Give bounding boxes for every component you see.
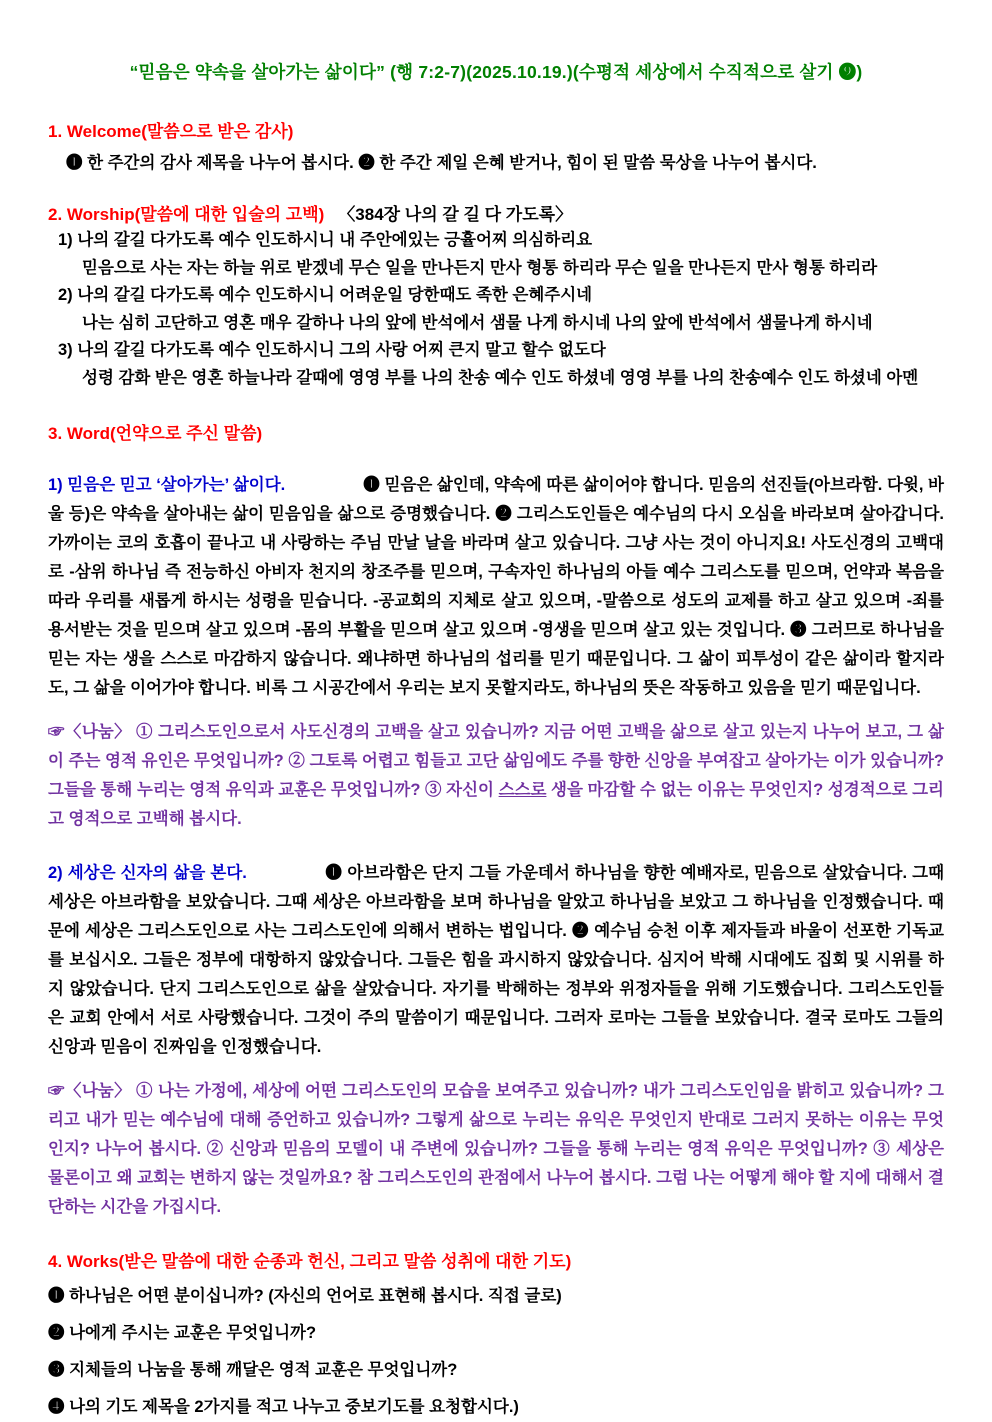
sharing-questions-1 (48, 718, 944, 834)
page-title: “믿음은 약속을 살아가는 삶이다” (행 7:2-7)(2025.10.19.)(수평적 세상에서 수직적으로 살기 ❾) (129, 62, 863, 82)
hymn-verse-3-line-2: 성령 감화 받은 영혼 하늘나라 갈때에 영영 부를 나의 찬송 예수 인도 하셨네 영영 부를 나의 찬송예수 인도 하셨네 아멘 (82, 368, 919, 387)
hymn-reference: 〈384장 나의 갈 길 다 가도록〉 (338, 205, 573, 224)
works-item-4: ❹ 나의 기도 제목을 2가지를 적고 나누고 중보기도를 요청합시다.) (48, 1398, 519, 1416)
word-point-1-title: 1) 믿음은 믿고 ‘살아가는’ 삶이다. (48, 476, 286, 494)
hymn-verse-3-line-1: 3) 나의 갈길 다가도록 예수 인도하시니 그의 사랑 어찌 큰지 말고 할수 없도다 (58, 341, 606, 359)
works-item-1: ❶ 하나님은 어떤 분이십니까? (자신의 언어로 표현해 봅시다. 직접 글로) (48, 1287, 562, 1305)
worship-heading (48, 203, 944, 227)
worship-heading-label: 2. Worship(말씀에 대한 입술의 고백) (48, 205, 325, 224)
works-heading: 4. Works(받은 말씀에 대한 순종과 헌신, 그리고 말씀 성취에 대한 기도) (48, 1252, 572, 1271)
hymn-verse-2-line-2: 나는 심히 고단하고 영혼 매우 갈하나 나의 앞에 반석에서 샘물 나게 하시네 나의 앞에 반석에서 샘물나게 하시네 (82, 313, 873, 332)
hymn-verse-1-line-2: 믿음으로 사는 자는 하늘 위로 받겠네 무슨 일을 만나든지 만사 형통 하리라 무슨 일을 만나든지 만사 형통 하리라 (82, 258, 878, 277)
hymn-verse-2-line-1: 2) 나의 갈길 다가도록 예수 인도하시니 어려운일 당한때도 족한 은혜주시네 (58, 286, 593, 304)
spacer (247, 877, 325, 878)
section-word (48, 422, 944, 1222)
word-point-1 (48, 471, 944, 703)
welcome-heading: 1. Welcome(말씀으로 받은 감사) (48, 122, 294, 141)
sharing-questions-2: ☞〈나눔〉 ① 나는 가정에, 세상에 어떤 그리스도인의 모습을 보여주고 있습니까? 내가 그리스도인임을 밝히고 있습니까? 그리고 내가 믿는 예수님에 대해 증언하고 있습니까? 그렇게 삶으로 누리는 유익은 무엇인지 반대로 그러지 못하는 이유는 무엇인지? 나누어 봅시다. ② 신앙과 믿음의 모델이 내 주변에 있습니까? 그들을 통해 누리는 영적 유익은 무엇입니까? ③ 세상은 물론이고 왜 교회는 변하지 않는 것일까요? 참 그리스도인의 관점에서 나누어 봅시다. 그럼 나는 어떻게 해야 할 지에 대해서 결단하는 시간을 가집시다. (48, 1082, 944, 1216)
word-point-2-title: 2) 세상은 신자의 삶을 본다. (48, 864, 247, 882)
word-heading: 3. Word(언약으로 주신 말씀) (48, 424, 263, 443)
spacer (285, 489, 363, 490)
sharing-1-text-end: 생을 마감할 수 없는 이유는 무엇인지? 성경적으로 그리고 영적으로 고백해 봅시다. (48, 781, 944, 828)
section-works (48, 1250, 944, 1422)
word-point-2 (48, 859, 944, 1062)
section-welcome (48, 120, 944, 177)
sharing-1-text: ☞〈나눔〉 ① 그리스도인으로서 사도신경의 고백을 살고 있습니까? 지금 어떤 고백을 삶으로 살고 있는지 나누어 보고, 그 삶이 주는 영적 유인은 무엇입니까? ② 그토록 어렵고 힘들고 고단 삶임에도 주를 향한 신앙을 부여잡고 살아가는 이가 있습니까? 그들을 통해 누리는 영적 유익과 교훈은 무엇입니까? ③ 자신이 (48, 723, 944, 799)
sharing-1-underlined-text: 스스로 (498, 781, 547, 799)
works-item-2: ❷ 나에게 주시는 교훈은 무엇입니까? (48, 1324, 317, 1342)
hymn-verse-1-line-1: 1) 나의 갈길 다가도록 예수 인도하시니 내 주안에있는 긍휼어찌 의심하리요 (58, 231, 593, 249)
welcome-body-text: ❶ 한 주간의 감사 제목을 나누어 봅시다. ❷ 한 주간 제일 은혜 받거나, 힘이 된 말씀 묵상을 나누어 봅시다. (66, 154, 817, 172)
section-worship (48, 203, 944, 392)
works-item-3: ❸ 지체들의 나눔을 통해 깨달은 영적 교훈은 무엇입니까? (48, 1361, 458, 1379)
word-point-1-body: ❶ 믿음은 삶인데, 약속에 따른 삶이어야 합니다. 믿음의 선진들(아브라함. 다윗, 바울 등)은 약속을 살아내는 삶이 믿음임을 삶으로 증명했습니다. ❷ 그리스도인들은 예수님의 다시 오심을 바라보며 살아갑니다. 가까이는 코의 호흡이 끝나고 내 사랑하는 주님 만날 날을 바라며 살고 있습니다. 그냥 사는 것이 아니지요! 사도신경의 고백대로 -삼위 하나님 즉 전능하신 아비자 천지의 창조주를 믿으며, 구속자인 하나님의 아들 예수 그리스도를 믿으며, 언약과 복음을 따라 우리를 새롭게 하시는 성령을 믿습니다. -공교회의 지체로 살고 있으며, -말씀으로 성도의 교제를 하고 살고 있으며 -죄를 용서받는 것을 믿으며 살고 있으며 -몸의 부활을 믿으며 살고 있으며 -영생을 믿으며 살고 있는 것입니다. ❸ 그러므로 하나님을 믿는 자는 생을 스스로 마감하지 않습니다. 왜냐하면 하나님의 섭리를 믿기 때문입니다. 그 삶이 피투성이 같은 삶이라 할지라도, 그 삶을 이어가야 합니다. 비록 그 시공간에서 우리는 보지 못할지라도, 하나님의 뜻은 작동하고 있음을 믿기 때문입니다. (48, 476, 944, 697)
word-point-2-body: ❶ 아브라함은 단지 그들 가운데서 하나님을 향한 예배자로, 믿음으로 살았습니다. 그때 세상은 아브라함을 보았습니다. 그때 세상은 아브라함을 보며 하나님을 알았고 하나님을 보았고 그 하나님을 인정했습니다. 때문에 세상은 그리스도인으로 사는 그리스도인에 의해서 변하는 법입니다. ❷ 예수님 승천 이후 제자들과 바울이 선포한 기독교를 보십시오. 그들은 정부에 대항하지 않았습니다. 그들은 힘을 과시하지 않았습니다. 심지어 박해 시대에도 집회 및 시위를 하지 않았습니다. 단지 그리스도인으로 삶을 살았습니다. 자기를 박해하는 정부와 위정자들을 위해 기도했습니다. 그리스도인들은 교회 안에서 서로 사랑했습니다. 그것이 주의 말씀이기 때문입니다. 그러자 로마는 그들을 보았습니다. 결국 로마도 그들의 신앙과 믿음이 진짜임을 인정했습니다. (48, 864, 945, 1056)
